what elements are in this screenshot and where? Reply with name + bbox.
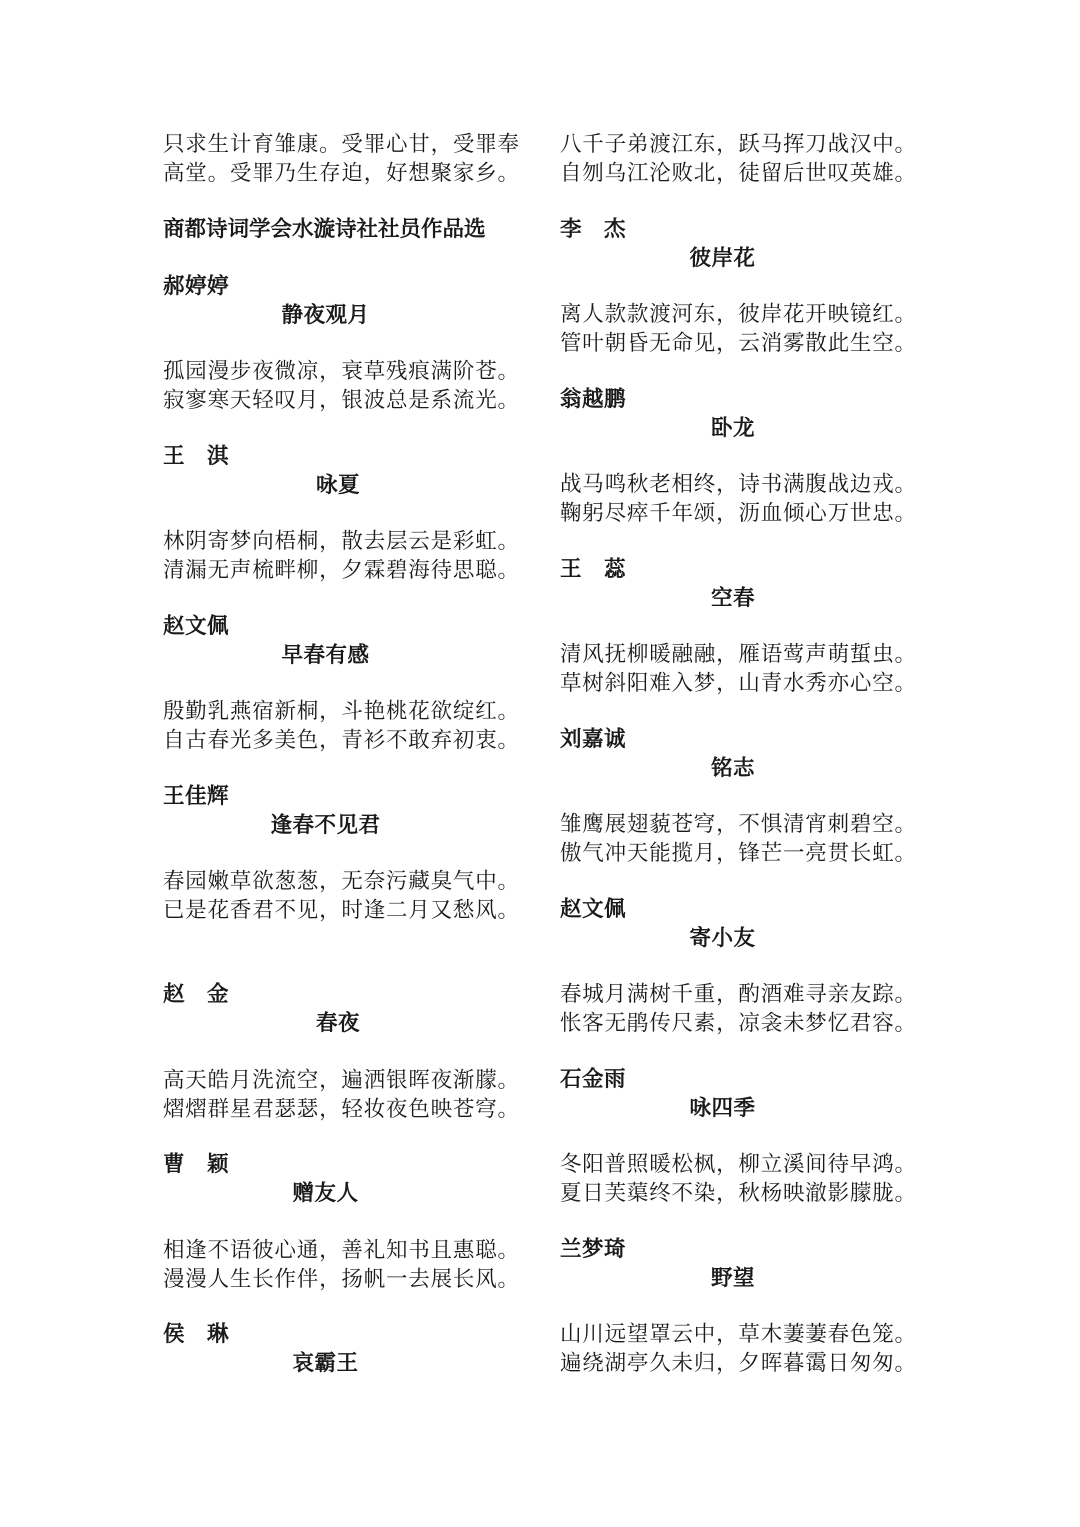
poem-line: 冬阳普照暖松枫，柳立溪间待早鸿。 bbox=[560, 1152, 917, 1177]
poem-title: 静夜观月 bbox=[281, 303, 370, 328]
poem-author: 曹 颖 bbox=[163, 1152, 230, 1177]
poem-title: 咏四季 bbox=[689, 1096, 756, 1121]
poem-line: 雏鹰展翅藐苍穹，不惧清宵刺碧空。 bbox=[560, 812, 917, 837]
poem-line: 春园嫩草欲葱葱，无奈污藏臭气中。 bbox=[163, 869, 520, 894]
poem-author: 王 蕊 bbox=[560, 557, 627, 582]
poem-title: 卧龙 bbox=[710, 416, 755, 441]
poem-line: 寂寥寒天轻叹月，银波总是系流光。 bbox=[163, 388, 520, 413]
poem-author: 侯 琳 bbox=[163, 1322, 230, 1347]
poem-title: 寄小友 bbox=[689, 926, 756, 951]
body-line: 八千子弟渡江东，跃马挥刀战汉中。 bbox=[560, 132, 917, 157]
poem-title: 哀霸王 bbox=[292, 1351, 359, 1376]
poem-author: 赵文佩 bbox=[163, 614, 230, 639]
poem-author: 赵文佩 bbox=[560, 897, 627, 922]
poem-title: 彼岸花 bbox=[689, 246, 756, 271]
body-line: 高堂。受罪乃生存迫，好想聚家乡。 bbox=[163, 161, 520, 186]
poem-author: 郝婷婷 bbox=[163, 274, 230, 299]
poem-line: 高天皓月洗流空，遍洒银晖夜渐朦。 bbox=[163, 1068, 520, 1093]
poem-line: 清风抚柳暖融融，雁语莺声萌蜇虫。 bbox=[560, 642, 917, 667]
poem-line: 殷勤乳燕宿新桐，斗艳桃花欲绽红。 bbox=[163, 699, 520, 724]
poem-author: 兰梦琦 bbox=[560, 1237, 627, 1262]
poem-title: 野望 bbox=[710, 1266, 755, 1291]
poem-line: 傲气冲天能揽月，锋芒一亮贯长虹。 bbox=[560, 841, 917, 866]
poem-author: 王 淇 bbox=[163, 444, 230, 469]
poem-line: 相逢不语彼心通，善礼知书且惠聪。 bbox=[163, 1238, 520, 1263]
poem-author: 王佳辉 bbox=[163, 784, 230, 809]
poem-line: 孤园漫步夜微凉，衰草残痕满阶苍。 bbox=[163, 359, 520, 384]
poem-title: 空春 bbox=[710, 586, 755, 611]
poem-line: 漫漫人生长作伴，扬帆一去展长风。 bbox=[163, 1267, 520, 1292]
body-line: 只求生计育雏康。受罪心甘，受罪奉 bbox=[163, 132, 520, 157]
poem-author: 石金雨 bbox=[560, 1067, 627, 1092]
poem-title: 逢春不见君 bbox=[270, 813, 381, 838]
body-line: 自刎乌江沦败北，徒留后世叹英雄。 bbox=[560, 161, 917, 186]
poem-title: 铭志 bbox=[710, 756, 755, 781]
poem-line: 清漏无声梳畔柳，夕霖碧海待思聪。 bbox=[163, 558, 520, 583]
poem-line: 怅客无鹃传尺素，凉衾未梦忆君容。 bbox=[560, 1011, 917, 1036]
poem-line: 战马鸣秋老相终，诗书满腹战边戎。 bbox=[560, 472, 917, 497]
poem-line: 遍绕湖亭久未归，夕晖暮霭日匆匆。 bbox=[560, 1351, 917, 1376]
section-heading: 商都诗词学会水漩诗社社员作品选 bbox=[163, 217, 486, 242]
poem-line: 离人款款渡河东，彼岸花开映镜红。 bbox=[560, 302, 917, 327]
poem-title: 春夜 bbox=[315, 1011, 360, 1036]
poem-title: 咏夏 bbox=[315, 473, 360, 498]
poem-title: 早春有感 bbox=[281, 643, 370, 668]
poem-line: 夏日芙蕖终不染，秋杨映澈影朦胧。 bbox=[560, 1181, 917, 1206]
poem-line: 春城月满树千重，酌酒难寻亲友踪。 bbox=[560, 982, 917, 1007]
poem-author: 李 杰 bbox=[560, 217, 627, 242]
poem-line: 已是花香君不见，时逢二月又愁风。 bbox=[163, 898, 520, 923]
poem-line: 管叶朝昏无命见，云消雾散此生空。 bbox=[560, 331, 917, 356]
poem-line: 山川远望罩云中，草木萋萋春色笼。 bbox=[560, 1322, 917, 1347]
poem-line: 鞠躬尽瘁千年颂，沥血倾心万世忠。 bbox=[560, 501, 917, 526]
poem-line: 草树斜阳难入梦，山青水秀亦心空。 bbox=[560, 671, 917, 696]
poem-author: 赵 金 bbox=[163, 982, 230, 1007]
poem-title: 赠友人 bbox=[292, 1181, 359, 1206]
poem-author: 翁越鹏 bbox=[560, 387, 627, 412]
poem-line: 自古春光多美色，青衫不敢弃初衷。 bbox=[163, 728, 520, 753]
poem-line: 熠熠群星君瑟瑟，轻妆夜色映苍穹。 bbox=[163, 1097, 520, 1122]
poem-line: 林阴寄梦向梧桐，散去层云是彩虹。 bbox=[163, 529, 520, 554]
poem-author: 刘嘉诚 bbox=[560, 727, 627, 752]
